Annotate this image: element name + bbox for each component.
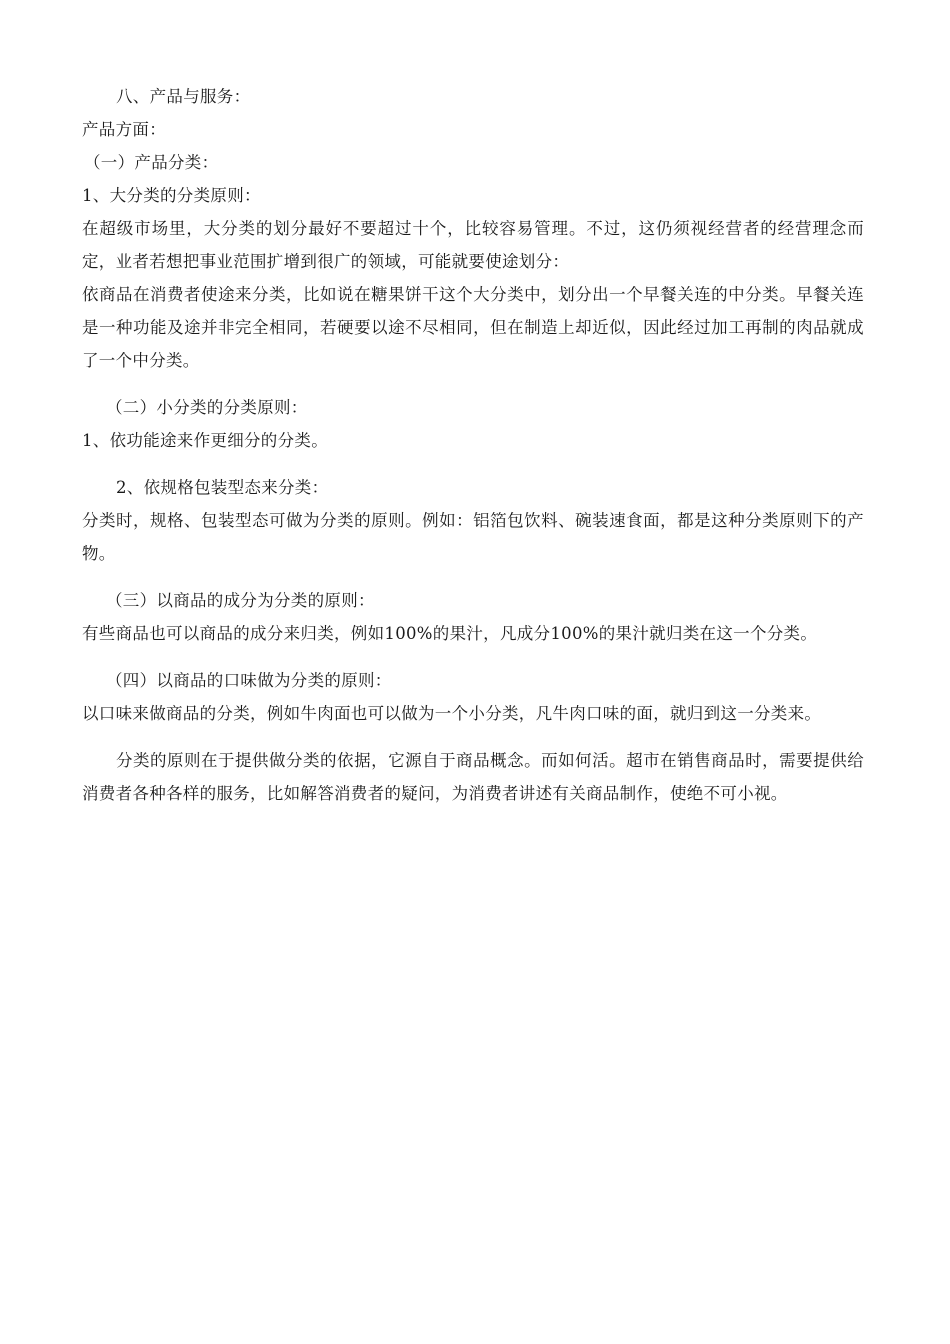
sub4-heading: （四）以商品的口味做为分类的原则： [106, 671, 392, 690]
sub1-heading: （一）产品分类： [84, 153, 219, 172]
paragraph-5: 以口味来做商品的分类，例如牛肉面也可以做为一个小分类，凡牛肉口味的面，就归到这一分类来。 [82, 704, 822, 723]
sub3-heading: （三）以商品的成分为分类的原则： [106, 591, 375, 610]
sub2-item-1: 1、依功能途来作更细分的分类。 [82, 431, 328, 450]
document-page [82, 80, 864, 810]
section-title: 八、产品与服务： [116, 87, 251, 106]
item1-heading: 1、大分类的分类原则： [82, 186, 261, 205]
paragraph-2: 依商品在消费者使途来分类，比如说在糖果饼干这个大分类中，划分出一个早餐关连的中分类。早餐关连是一种功能及途并非完全相同，若硬要以途不尽相同，但在制造上却近似，因此经过加工再制的肉品就成了一个中分类。 [82, 285, 864, 370]
sub2-item-2: 2、依规格包装型态来分类： [116, 478, 329, 497]
paragraph-1: 在超级市场里，大分类的划分最好不要超过十个，比较容易管理。不过，这仍须视经营者的经营理念而定，业者若想把事业范围扩增到很广的领域，可能就要使途划分： [82, 219, 864, 271]
paragraph-3: 分类时，规格、包装型态可做为分类的原则。例如：铝箔包饮料、碗装速食面，都是这种分类原则下的产物。 [82, 511, 864, 563]
sub2-heading: （二）小分类的分类原则： [106, 398, 308, 417]
product-aspect-label: 产品方面： [82, 120, 166, 139]
paragraph-6: 分类的原则在于提供做分类的依据，它源自于商品概念。而如何活。超市在销售商品时，需要提供给消费者各种各样的服务，比如解答消费者的疑问，为消费者讲述有关商品制作，使绝不可小视。 [82, 751, 864, 803]
paragraph-4: 有些商品也可以商品的成分来归类，例如100%的果汁，凡成分100%的果汁就归类在这一个分类。 [82, 624, 818, 643]
